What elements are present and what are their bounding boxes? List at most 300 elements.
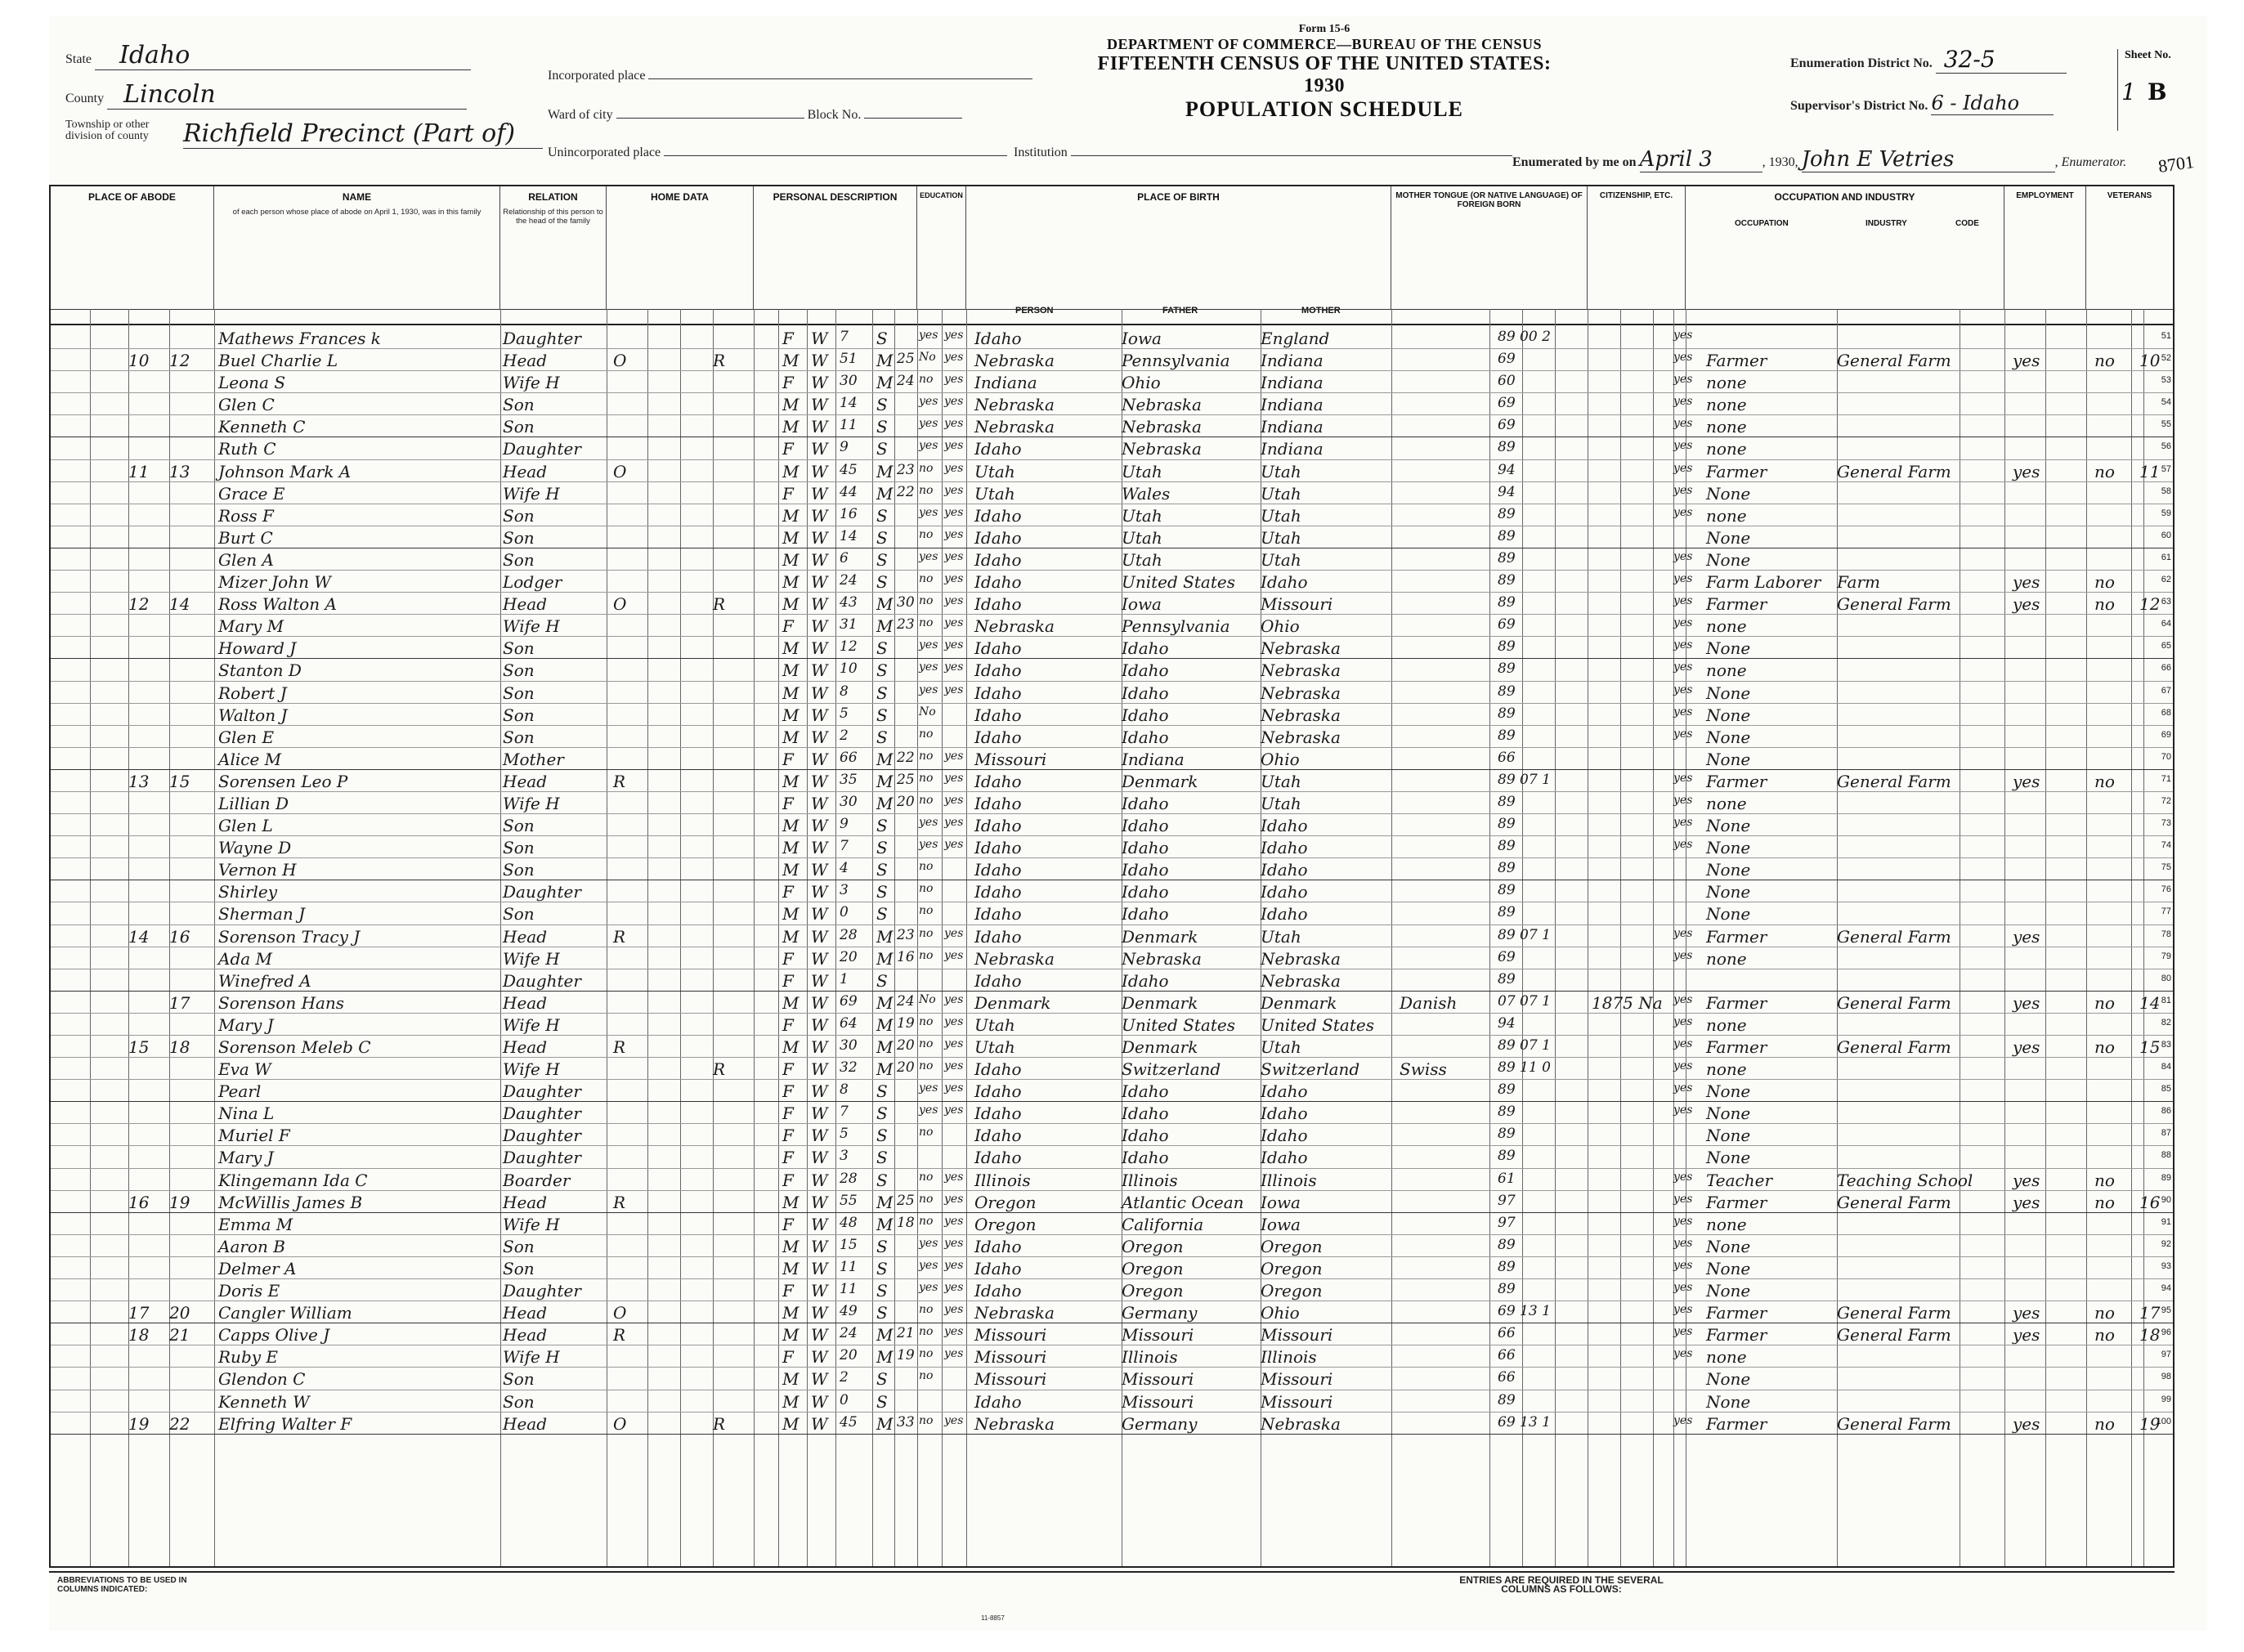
- birthplace-person-cell: Idaho: [974, 882, 1022, 902]
- age-cell: 15: [840, 1236, 858, 1253]
- abbreviations-title: ABBREVIATIONS TO BE USED IN COLUMNS INDICATED:: [57, 1576, 187, 1594]
- line-number: 86: [2161, 1106, 2171, 1117]
- birthplace-person-cell: Idaho: [974, 1236, 1022, 1256]
- relation-cell: Son: [503, 1236, 535, 1256]
- birthplace-person-cell: Idaho: [974, 771, 1022, 791]
- sex-cell: M: [782, 1303, 800, 1323]
- age-cell: 30: [840, 373, 858, 390]
- occupation-cell: Farmer: [1706, 461, 1767, 481]
- person-name-cell: Ross Walton A: [218, 594, 337, 615]
- industry-cell: General Farm: [1837, 1303, 1951, 1323]
- speaks-english-cell: yes: [1673, 926, 1693, 940]
- birthplace-mother-cell: Missouri: [1261, 1325, 1333, 1345]
- table-row: [51, 1036, 2173, 1058]
- age-cell: 7: [840, 1104, 849, 1121]
- birthplace-father-cell: Missouri: [1122, 1325, 1194, 1345]
- sex-cell: M: [782, 527, 800, 548]
- birthplace-person-cell: Nebraska: [974, 948, 1055, 969]
- relation-cell: Head: [503, 461, 548, 481]
- birthplace-father-cell: Idaho: [1122, 1148, 1169, 1168]
- at-work-cell: yes: [2013, 926, 2040, 947]
- age-cell: 7: [840, 838, 849, 855]
- birthplace-father-cell: Missouri: [1122, 1391, 1194, 1412]
- birthplace-person-cell: Idaho: [974, 793, 1022, 813]
- sex-cell: M: [782, 638, 800, 659]
- age-cell: 11: [840, 1281, 858, 1298]
- race-cell: W: [811, 882, 828, 902]
- supervisor-label: Supervisor's District No.: [1790, 99, 1928, 113]
- birthplace-mother-cell: Illinois: [1261, 1170, 1317, 1190]
- home-owned-cell: O: [613, 351, 627, 371]
- farm-schedule-cell: 14: [2139, 992, 2161, 1013]
- table-row: [51, 393, 2173, 415]
- birthplace-code-cell: 66: [1498, 1325, 1516, 1342]
- table-row: [51, 571, 2173, 593]
- school-attendance-cell: No: [919, 705, 936, 719]
- birthplace-mother-cell: Missouri: [1261, 1369, 1333, 1390]
- industry-cell: General Farm: [1837, 1325, 1951, 1345]
- race-cell: W: [811, 1369, 828, 1390]
- table-row: [51, 1169, 2173, 1191]
- birthplace-mother-cell: Idaho: [1261, 1104, 1308, 1124]
- person-name-cell: Cangler William: [218, 1303, 352, 1323]
- race-cell: W: [811, 351, 828, 371]
- able-to-read-cell: yes: [944, 439, 964, 453]
- occupation-cell: Farmer: [1706, 1037, 1767, 1057]
- birthplace-mother-cell: Switzerland: [1261, 1059, 1360, 1080]
- sex-cell: M: [782, 1192, 800, 1212]
- race-cell: W: [811, 1347, 828, 1368]
- age-cell: 66: [840, 749, 858, 766]
- occupation-cell: none: [1706, 948, 1747, 969]
- birthplace-father-cell: Nebraska: [1122, 948, 1202, 969]
- birthplace-code-cell: 89: [1498, 970, 1516, 987]
- marital-status-cell: S: [876, 683, 888, 703]
- speaks-english-cell: yes: [1673, 1214, 1693, 1228]
- family-number-cell: 12: [169, 351, 190, 371]
- relation-cell: Wife H: [503, 483, 560, 504]
- able-to-read-cell: yes: [944, 1059, 964, 1073]
- radio-set-cell: R: [713, 1413, 726, 1434]
- marital-status-cell: M: [876, 1214, 894, 1234]
- table-row: [51, 1191, 2173, 1213]
- line-number: 64: [2161, 619, 2171, 629]
- age-first-marriage-cell: 25: [897, 351, 915, 368]
- race-cell: W: [811, 705, 828, 725]
- person-name-cell: Johnson Mark A: [218, 461, 352, 481]
- incorporated-field: [548, 69, 1032, 83]
- school-attendance-cell: yes: [919, 417, 938, 431]
- age-first-marriage-cell: 25: [897, 771, 915, 788]
- able-to-read-cell: yes: [944, 527, 964, 541]
- occupation-cell: None: [1706, 1148, 1751, 1168]
- age-cell: 24: [840, 572, 858, 589]
- birthplace-mother-cell: Indiana: [1261, 351, 1324, 371]
- occupation-cell: Farmer: [1706, 1192, 1767, 1212]
- table-row: [51, 814, 2173, 836]
- birthplace-code-cell: 89: [1498, 793, 1516, 810]
- at-work-cell: yes: [2013, 992, 2040, 1013]
- at-work-cell: yes: [2013, 594, 2040, 615]
- birthplace-mother-cell: Oregon: [1261, 1281, 1323, 1301]
- radio-set-cell: R: [713, 351, 726, 371]
- enum-district-value: 32-5: [1936, 46, 2067, 74]
- school-attendance-cell: yes: [919, 505, 938, 519]
- industry-cell: General Farm: [1837, 1037, 1951, 1057]
- person-name-cell: Howard J: [218, 638, 297, 659]
- school-attendance-cell: no: [919, 616, 934, 630]
- marital-status-cell: M: [876, 749, 894, 769]
- veteran-cell: no: [2094, 992, 2115, 1013]
- line-number: 85: [2161, 1084, 2171, 1095]
- marital-status-cell: S: [876, 1258, 888, 1278]
- birthplace-father-cell: Utah: [1122, 527, 1162, 548]
- age-cell: 6: [840, 549, 849, 566]
- birthplace-mother-cell: Oregon: [1261, 1258, 1323, 1278]
- birthplace-code-cell: 89 07 1: [1498, 771, 1551, 788]
- speaks-english-cell: yes: [1673, 1014, 1693, 1028]
- birthplace-father-cell: Wales: [1122, 483, 1171, 504]
- table-row: [51, 1412, 2173, 1435]
- school-attendance-cell: yes: [919, 439, 938, 453]
- person-name-cell: McWillis James B: [218, 1192, 363, 1212]
- line-number: 90: [2161, 1194, 2171, 1205]
- school-attendance-cell: no: [919, 1037, 934, 1050]
- speaks-english-cell: yes: [1673, 417, 1693, 431]
- birthplace-code-cell: 89: [1498, 1081, 1516, 1099]
- sex-cell: M: [782, 727, 800, 747]
- age-cell: 8: [840, 683, 849, 700]
- speaks-english-cell: yes: [1673, 992, 1693, 1006]
- family-number-cell: 16: [169, 926, 190, 947]
- able-to-read-cell: yes: [944, 549, 964, 563]
- school-attendance-cell: no: [919, 1303, 934, 1317]
- farm-schedule-cell: 11: [2139, 461, 2161, 481]
- block-label: Block No.: [807, 108, 862, 122]
- veteran-cell: no: [2094, 1413, 2115, 1434]
- occupation-cell: None: [1706, 527, 1751, 548]
- able-to-read-cell: yes: [944, 483, 964, 497]
- able-to-read-cell: yes: [944, 816, 964, 830]
- age-cell: 51: [840, 351, 858, 368]
- mother-tongue-cell: Swiss: [1400, 1059, 1447, 1080]
- age-first-marriage-cell: 23: [897, 461, 915, 478]
- school-attendance-cell: no: [919, 1325, 934, 1339]
- birthplace-person-cell: Idaho: [974, 926, 1022, 947]
- at-work-cell: yes: [2013, 771, 2040, 791]
- marital-status-cell: M: [876, 793, 894, 813]
- speaks-english-cell: yes: [1673, 1104, 1693, 1117]
- birthplace-code-cell: 69 13 1: [1498, 1303, 1551, 1320]
- speaks-english-cell: yes: [1673, 505, 1693, 519]
- sex-cell: M: [782, 771, 800, 791]
- age-cell: 35: [840, 771, 858, 788]
- birthplace-person-cell: Nebraska: [974, 1413, 1055, 1434]
- industry-cell: General Farm: [1837, 594, 1951, 615]
- marital-status-cell: M: [876, 373, 894, 393]
- birthplace-code-cell: 97: [1498, 1192, 1516, 1209]
- line-number: 67: [2161, 685, 2171, 696]
- birthplace-mother-cell: Idaho: [1261, 1148, 1308, 1168]
- occupation-cell: None: [1706, 1258, 1751, 1278]
- birthplace-code-cell: 89: [1498, 505, 1516, 522]
- line-number: 61: [2161, 552, 2171, 562]
- school-attendance-cell: no: [919, 1170, 934, 1184]
- speaks-english-cell: yes: [1673, 638, 1693, 652]
- header-place-of-birth: PLACE OF BIRTH PERSON FATHER MOTHER: [966, 186, 1391, 309]
- relation-cell: Daughter: [503, 439, 581, 459]
- veteran-cell: no: [2094, 572, 2115, 593]
- birthplace-person-cell: Idaho: [974, 860, 1022, 880]
- birthplace-father-cell: Atlantic Ocean: [1122, 1192, 1244, 1212]
- line-number: 87: [2161, 1128, 2171, 1139]
- person-name-cell: Mizer John W: [218, 572, 331, 593]
- school-attendance-cell: no: [919, 1014, 934, 1028]
- marital-status-cell: S: [876, 1170, 888, 1190]
- marital-status-cell: S: [876, 727, 888, 747]
- race-cell: W: [811, 505, 828, 526]
- school-attendance-cell: no: [919, 1192, 934, 1206]
- age-cell: 49: [840, 1303, 858, 1320]
- table-row: [51, 748, 2173, 770]
- able-to-read-cell: yes: [944, 1413, 964, 1427]
- school-attendance-cell: no: [919, 904, 934, 918]
- birthplace-mother-cell: Iowa: [1261, 1192, 1301, 1212]
- person-name-cell: Grace E: [218, 483, 285, 504]
- race-cell: W: [811, 1104, 828, 1124]
- birthplace-person-cell: Nebraska: [974, 351, 1055, 371]
- marital-status-cell: S: [876, 838, 888, 858]
- county-value: Lincoln: [107, 80, 467, 110]
- school-attendance-cell: yes: [919, 660, 938, 674]
- township-field: [65, 119, 605, 149]
- age-first-marriage-cell: 19: [897, 1014, 915, 1032]
- dwelling-number-cell: 10: [128, 351, 150, 371]
- table-row: [51, 548, 2173, 571]
- birthplace-mother-cell: Utah: [1261, 461, 1301, 481]
- birthplace-code-cell: 89: [1498, 1148, 1516, 1165]
- sex-cell: F: [782, 1281, 794, 1301]
- relation-cell: Head: [503, 926, 548, 947]
- race-cell: W: [811, 793, 828, 813]
- birthplace-code-cell: 66: [1498, 1347, 1516, 1364]
- school-attendance-cell: no: [919, 594, 934, 608]
- birthplace-mother-cell: Nebraska: [1261, 638, 1341, 659]
- sex-cell: M: [782, 860, 800, 880]
- person-name-cell: Lillian D: [218, 793, 289, 813]
- race-cell: W: [811, 1037, 828, 1057]
- occupation-cell: None: [1706, 1391, 1751, 1412]
- department-title: DEPARTMENT OF COMMERCE—BUREAU OF THE CENSUS: [1106, 36, 1543, 52]
- line-number: 72: [2161, 795, 2171, 806]
- birthplace-father-cell: Denmark: [1122, 992, 1198, 1013]
- sex-cell: M: [782, 926, 800, 947]
- speaks-english-cell: yes: [1673, 1325, 1693, 1339]
- line-number: 84: [2161, 1062, 2171, 1072]
- speaks-english-cell: yes: [1673, 483, 1693, 497]
- school-attendance-cell: no: [919, 373, 934, 387]
- header-code: CODE: [1955, 219, 1979, 228]
- header-home-data: HOME DATA: [607, 186, 754, 309]
- birthplace-mother-cell: Iowa: [1261, 1214, 1301, 1234]
- school-attendance-cell: yes: [919, 816, 938, 830]
- marital-status-cell: M: [876, 351, 894, 371]
- birthplace-person-cell: Missouri: [974, 1347, 1047, 1368]
- veteran-cell: no: [2094, 594, 2115, 615]
- table-row: [51, 504, 2173, 526]
- table-row: [51, 792, 2173, 814]
- township-value: Richfield Precinct (Part of): [183, 119, 543, 149]
- at-work-cell: yes: [2013, 461, 2040, 481]
- sex-cell: M: [782, 1236, 800, 1256]
- speaks-english-cell: yes: [1673, 1258, 1693, 1272]
- able-to-read-cell: yes: [944, 1014, 964, 1028]
- race-cell: W: [811, 771, 828, 791]
- birthplace-person-cell: Idaho: [974, 705, 1022, 725]
- marital-status-cell: M: [876, 992, 894, 1013]
- speaks-english-cell: yes: [1673, 351, 1693, 365]
- race-cell: W: [811, 660, 828, 681]
- table-row: [51, 726, 2173, 748]
- birthplace-mother-cell: Ohio: [1261, 616, 1300, 637]
- at-work-cell: yes: [2013, 1170, 2040, 1190]
- sex-cell: M: [782, 417, 800, 437]
- age-cell: 2: [840, 1369, 849, 1386]
- birthplace-mother-cell: Nebraska: [1261, 705, 1341, 725]
- race-cell: W: [811, 549, 828, 570]
- able-to-read-cell: yes: [944, 616, 964, 630]
- sex-cell: F: [782, 439, 794, 459]
- birthplace-mother-cell: Utah: [1261, 1037, 1301, 1057]
- relation-cell: Daughter: [503, 1148, 581, 1168]
- birthplace-father-cell: Idaho: [1122, 882, 1169, 902]
- birthplace-code-cell: 66: [1498, 1369, 1516, 1386]
- table-row: [51, 836, 2173, 858]
- school-attendance-cell: no: [919, 749, 934, 763]
- sex-cell: M: [782, 904, 800, 924]
- marital-status-cell: S: [876, 417, 888, 437]
- birthplace-father-cell: Pennsylvania: [1122, 351, 1230, 371]
- enum-district-field: [1790, 46, 2067, 74]
- speaks-english-cell: yes: [1673, 461, 1693, 475]
- speaks-english-cell: yes: [1673, 838, 1693, 852]
- sheet-number-box: [2117, 49, 2184, 131]
- person-name-cell: Capps Olive J: [218, 1325, 330, 1345]
- person-name-cell: Glen C: [218, 395, 275, 415]
- birthplace-mother-cell: Idaho: [1261, 572, 1308, 593]
- age-cell: 24: [840, 1325, 858, 1342]
- race-cell: W: [811, 527, 828, 548]
- race-cell: W: [811, 1170, 828, 1190]
- birthplace-mother-cell: Idaho: [1261, 838, 1308, 858]
- relation-cell: Son: [503, 395, 535, 415]
- home-owned-cell: O: [613, 1303, 627, 1323]
- birthplace-code-cell: 94: [1498, 1014, 1516, 1032]
- line-number: 78: [2161, 929, 2171, 939]
- person-name-cell: Kenneth W: [218, 1391, 310, 1412]
- marital-status-cell: M: [876, 1413, 894, 1434]
- race-cell: W: [811, 816, 828, 836]
- birthplace-code-cell: 69 13 1: [1498, 1413, 1551, 1430]
- table-row: [51, 371, 2173, 393]
- able-to-read-cell: yes: [944, 1325, 964, 1339]
- school-attendance-cell: no: [919, 1059, 934, 1073]
- birthplace-person-cell: Idaho: [974, 572, 1022, 593]
- birthplace-person-cell: Idaho: [974, 1126, 1022, 1146]
- birthplace-code-cell: 89: [1498, 572, 1516, 589]
- birthplace-person-cell: Idaho: [974, 329, 1022, 348]
- table-row: [51, 704, 2173, 726]
- age-cell: 7: [840, 329, 849, 345]
- birthplace-code-cell: 89: [1498, 1391, 1516, 1408]
- able-to-read-cell: yes: [944, 373, 964, 387]
- school-attendance-cell: no: [919, 1369, 934, 1383]
- table-row: [51, 947, 2173, 969]
- home-owned-cell: O: [613, 594, 627, 615]
- birthplace-code-cell: 69: [1498, 417, 1516, 434]
- relation-cell: Daughter: [503, 1104, 581, 1124]
- at-work-cell: yes: [2013, 1325, 2040, 1345]
- race-cell: W: [811, 461, 828, 481]
- person-name-cell: Mary J: [218, 1148, 274, 1168]
- age-cell: 1: [840, 970, 849, 987]
- table-row: [51, 482, 2173, 504]
- industry-cell: General Farm: [1837, 771, 1951, 791]
- age-cell: 20: [840, 1347, 858, 1364]
- industry-cell: General Farm: [1837, 926, 1951, 947]
- school-attendance-cell: yes: [919, 638, 938, 652]
- table-row: [51, 593, 2173, 615]
- birthplace-mother-cell: Indiana: [1261, 373, 1324, 393]
- relation-cell: Son: [503, 904, 535, 924]
- person-name-cell: Sorenson Tracy J: [218, 926, 361, 947]
- person-name-cell: Sorenson Meleb C: [218, 1037, 371, 1057]
- person-name-cell: Glen L: [218, 816, 273, 836]
- occupation-cell: None: [1706, 1104, 1751, 1124]
- birthplace-mother-cell: Idaho: [1261, 882, 1308, 902]
- age-first-marriage-cell: 24: [897, 373, 915, 390]
- birthplace-code-cell: 89: [1498, 860, 1516, 877]
- birthplace-father-cell: Utah: [1122, 505, 1162, 526]
- line-number: 79: [2161, 951, 2171, 961]
- able-to-read-cell: yes: [944, 948, 964, 962]
- footer: [49, 1571, 2175, 1630]
- relation-cell: Head: [503, 1192, 548, 1212]
- table-row: [51, 969, 2173, 992]
- industry-cell: General Farm: [1837, 461, 1951, 481]
- sex-cell: F: [782, 1126, 794, 1146]
- at-work-cell: yes: [2013, 572, 2040, 593]
- school-attendance-cell: yes: [919, 1281, 938, 1295]
- birthplace-father-cell: Idaho: [1122, 705, 1169, 725]
- census-title-block: [1095, 23, 1553, 122]
- occupation-cell: None: [1706, 683, 1751, 703]
- birthplace-mother-cell: Nebraska: [1261, 948, 1341, 969]
- sex-cell: F: [782, 1104, 794, 1124]
- able-to-read-cell: yes: [944, 1281, 964, 1295]
- person-name-cell: Sorensen Leo P: [218, 771, 348, 791]
- age-cell: 48: [840, 1214, 858, 1231]
- relation-cell: Head: [503, 351, 548, 371]
- marital-status-cell: M: [876, 1325, 894, 1345]
- sex-cell: F: [782, 793, 794, 813]
- table-row: [51, 880, 2173, 902]
- marital-status-cell: S: [876, 395, 888, 415]
- birthplace-mother-cell: Utah: [1261, 793, 1301, 813]
- line-number: 57: [2161, 463, 2171, 474]
- birthplace-code-cell: 94: [1498, 461, 1516, 478]
- relation-cell: Mother: [503, 749, 564, 769]
